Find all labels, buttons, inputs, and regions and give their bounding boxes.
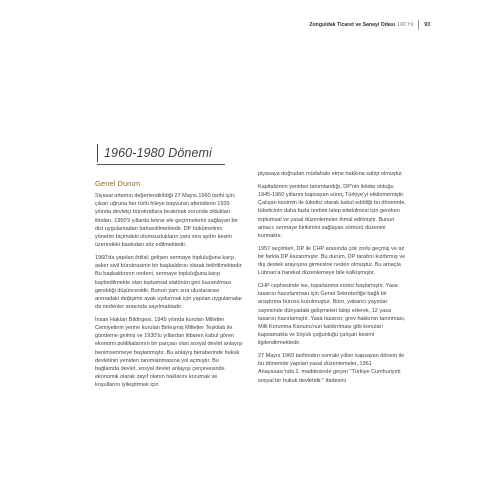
right-column [258,170,406,389]
header-organization: Zonguldak Ticaret ve Sanayi Odası [309,22,396,28]
header-divider [418,20,419,30]
section-title: 1960-1980 Dönemi [97,144,212,162]
paragraph: 1960'da yapılan ihtilal; gelişen sermaye topluluğuna karşı, asker sivil bürokrasinin bir başkaldırısı olarak belirtilmektedir. Bu başkaldırının nedeni, sermaye topluluğuna karşı kaybedilmekte olan toplumsal statünün geri kazanılması gerektiği düşüncesidir. Bunun yanı sıra uluslararası arenadaki değişime ayak uydurmak için yapılan uygulamalar da nedenler arasında sayılmaktadır. [95,254,243,311]
paragraph: 27 Mayıs 1960 tarihinden sonraki yılları kapsayan dönem ile bu dönemde yapılan yasal düzenlemeler, 1961 Anayasası'nda 2. maddesinde geçen "Türkiye Cumhuriyeti sosyal bir hukuk devletidir." ifadesini [258,353,405,384]
running-header [309,20,430,30]
paragraph: Siyasal ortamın değerlendirildiği 27 Mayıs 1960 tarihi için; çıkarı uğruna her türlü hileye başvuran aferistlerin 1939 yılında devletçi bürokratlara bırakmak zorunda oldukları iktidarı, 1950'li yıllarda tekrar ele geçirmelerini sağlayan bir dizi uygulamadan bahsedilmektedir. DP hükümetinin yönetim biçimdeki olumsuzlukların yanı sıra aydın kesim üzerindeki baskıdan söz edilmektedir. [95,193,238,249]
left-column [95,179,243,394]
header-years: 100 Yıl [397,22,414,28]
paragraph: 1957 seçimleri, DP ile CHP arasında çok zorlu geçmiş ve az bir farkla DP kazanmıştır. Bu durum, DP tarafını kızdırmış ve dış destek arayışına girmesine neden olmuştur. Bu amaçla Lübnan'a harekat düzenlemeye bile kalkışmıştır. [258,245,406,277]
page-number: 93 [424,22,430,28]
title-underline [97,164,225,165]
paragraph: piyasaya doğrudan müdahale etme hakkına sahip olmuştur. [258,171,404,177]
paragraph: CHP cephesinde ise, toparlanma süreci başlamıştır. Yasa tasarısı hazırlanması için Genel Sekreterliğe bağlı bir araştırma bürosu kurulmuştur. Büro, yabancı yayınlar sayesinde dünyadaki gelişmeleri takip ederek, 12 yasa tasarısı hazırlamıştır. Yasa tasarısı; grev hakkının tanınması, Milli Korunma Kanunu'nun kaldırılması gibi konuları kapsamakta ve büyük çoğunluğu çalışan kesimi ilgilendirmektedir. [258,282,406,347]
paragraph: İnsan Hakları Bildirgesi, 1945 yılında kurulan Milletler Cemiyetinin yerine kurulan Birleşmiş Milletler Teşkilatı ile gündeme gelmiş ve 1930'lu yıllardan itibaren kabul gören ekonomi politikalarının bir parçası olan sosyal devlet anlayışı benimsenmeye başlanmıştır. Bu anlayış beraberinde hukuk devletinin yeniden tanımlanmasına yol açmıştır. Bu bağlamda devlet, sosyal devlet anlayışı çerçevesinde ekonomik olarak zayıf olanın haklarını korumak ve koşullarını iyileştirmek için [95,316,243,389]
paragraph: Kapitalizmin yeniden tanımlandığı, DP'nin iktidar olduğu 1945-1960 yıllarını kapsayan süreç Türkiye'yi etkilememiştir. Çalışan kesimin ile tüketici olarak kabul edildiği bu dönemde, tüketicinin daha fazla üretimi talep edebilmesi için gereken toplumsal ve yasal düzenlemeler ihmal edilmiştir. Bunun amacı; sermaye birikimini sağlayan sömürü düzenini kurmaktır. [258,183,406,239]
subheading: Genel Durum [95,179,141,188]
